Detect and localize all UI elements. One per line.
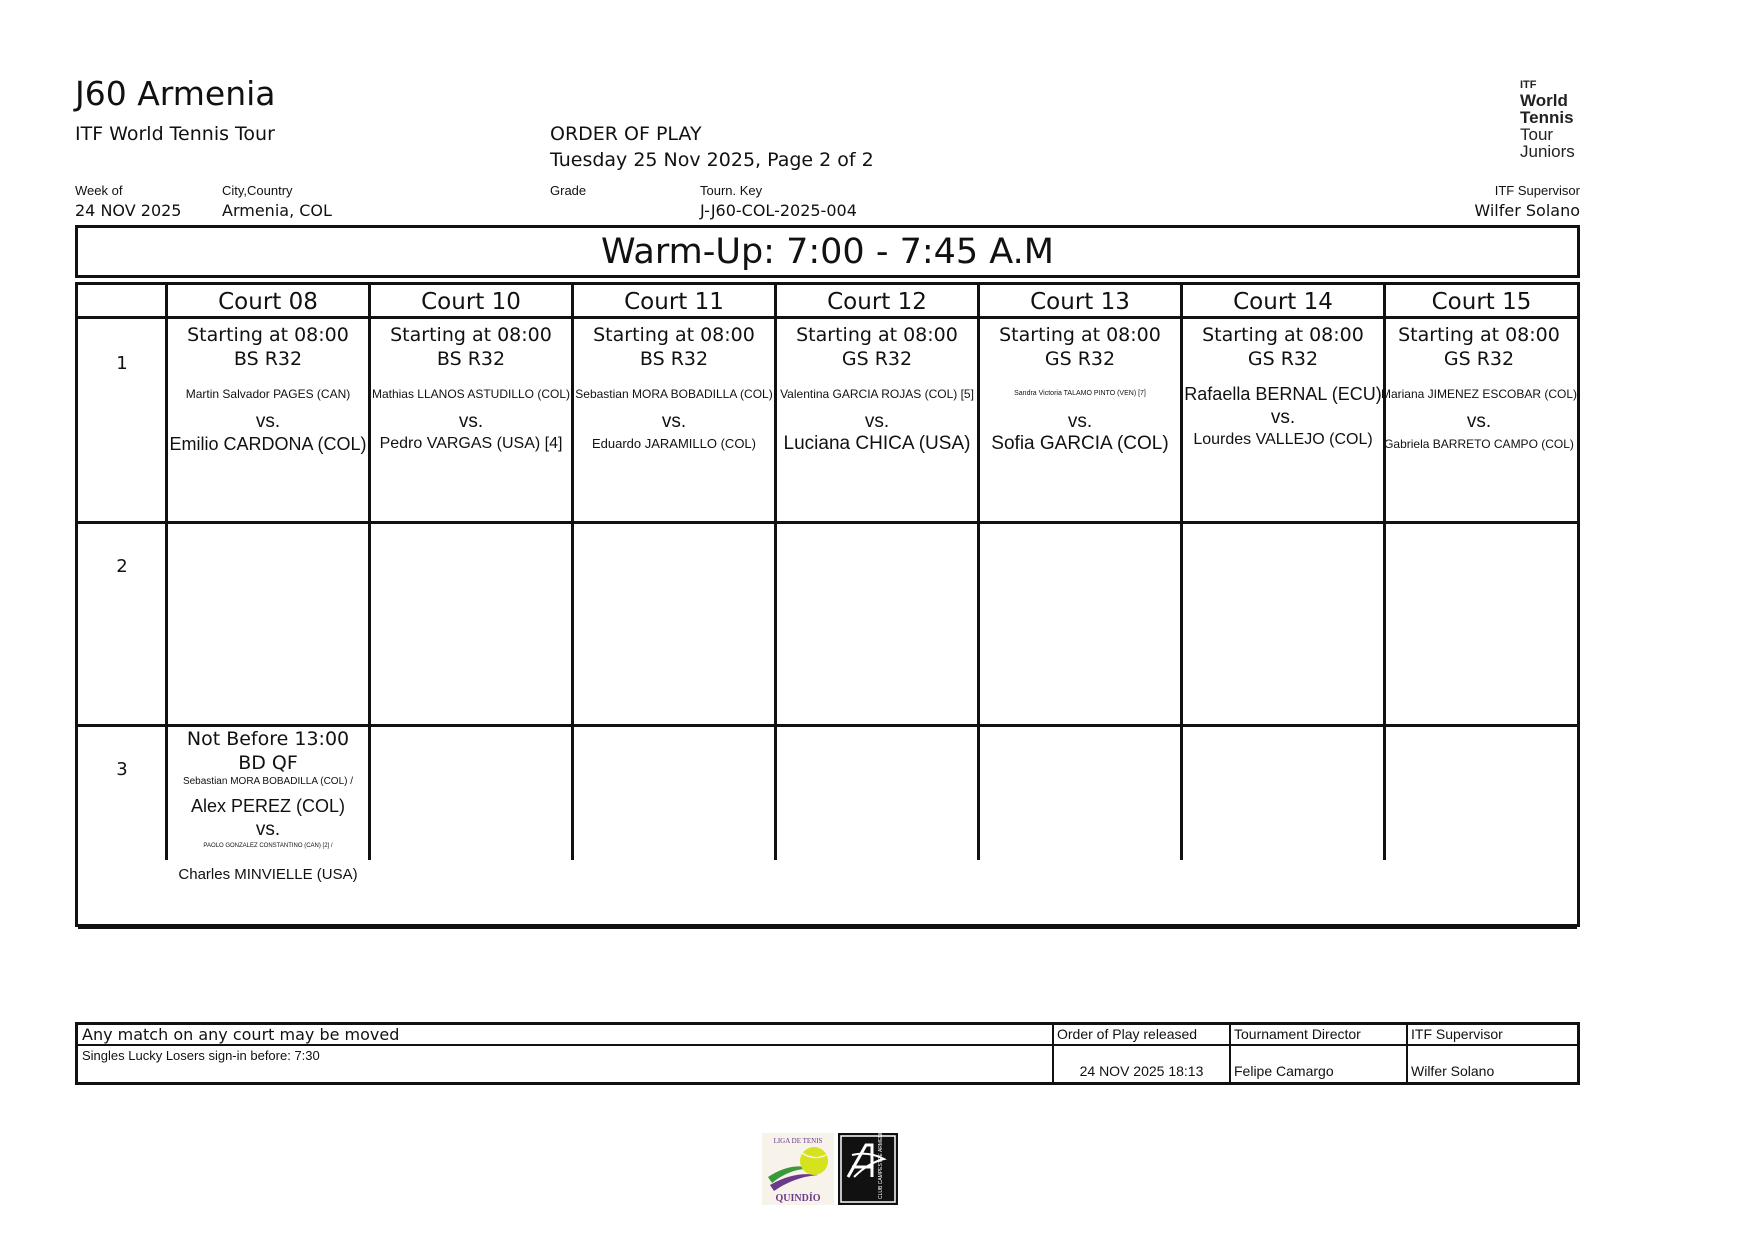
grid-line [78,521,1577,524]
corner-cell [78,285,168,319]
match-player-1: Sandra Victoria TALAMO PINTO (VEN) [7] [1014,390,1146,397]
team-2-player-b: Charles MINVIELLE (USA) [178,866,358,883]
itf-logo-line4: Juniors [1520,142,1575,161]
warmup-banner [75,225,1580,278]
match-player-2: Eduardo JARAMILLO (COL) [591,436,756,451]
released-label: Order of Play released [1057,1026,1198,1042]
footer-box [75,1022,1580,1085]
row-number: 1 [116,353,128,374]
court-header: Court 10 [371,285,574,319]
court-header: Court 15 [1386,285,1577,319]
match-player-2: Sofia GARCIA (COL) [991,433,1169,454]
match-event: BD QF [238,752,298,774]
page-subtitle: ITF World Tennis Tour [75,123,275,145]
match-player-1: Rafaella BERNAL (ECU) [1184,384,1382,404]
team-1-player-b: Alex PEREZ (COL) [190,796,346,816]
match-player-1: Valentina GARCIA ROJAS (COL) [5] [780,387,974,401]
footer-line [78,1044,1577,1046]
page-title: J60 Armenia [75,74,276,113]
match-vs: vs. [864,411,890,432]
match-vs: vs. [661,411,687,432]
match-player-1: Mariana JIMENEZ ESCOBAR (COL) [1380,387,1578,401]
city-label: City,Country [222,183,293,198]
match-event: GS R32 [1443,348,1515,370]
match-start-time: Starting at 08:00 [999,324,1161,346]
supervisor-value: Wilfer Solano [1474,201,1580,220]
match-vs: vs. [458,411,484,432]
club-logo-text: CLUB CAMPESTRE ARMENIA [878,1133,884,1199]
club-campestre-armenia-logo [838,1133,898,1205]
supervisor-label: ITF Supervisor [1494,183,1580,198]
match-player-2: Gabriela BARRETO CAMPO (COL) [1384,437,1574,451]
match-cell [980,323,1180,455]
liga-tenis-quindio-logo [762,1133,834,1205]
match-player-2: Luciana CHICA (USA) [783,433,971,454]
footer-note-lucky-losers: Singles Lucky Losers sign-in before: 7:30 [82,1048,320,1063]
match-event: GS R32 [1247,348,1319,370]
match-start-time: Starting at 08:00 [390,324,552,346]
itf-logo [1520,76,1602,160]
court-header: Court 08 [168,285,371,319]
match-event: BS R32 [233,348,303,370]
itf-logo-line2: Tennis [1520,108,1574,127]
league-logo-bottom-text: QUINDÍO [775,1193,821,1204]
match-event: BS R32 [639,348,709,370]
match-player-2: Emilio CARDONA (COL) [169,434,367,454]
footer-supervisor-label: ITF Supervisor [1411,1026,1503,1042]
match-start-time: Starting at 08:00 [1202,324,1364,346]
match-start-time: Starting at 08:00 [593,324,755,346]
row-number: 2 [116,556,128,577]
director-value: Felipe Camargo [1234,1063,1334,1079]
match-cell [168,323,368,455]
match-player-1: Martin Salvador PAGES (CAN) [185,387,351,401]
itf-logo-line1: World [1520,91,1568,110]
league-logo-top-text: LIGA DE TENIS [773,1137,823,1145]
match-event: BS R32 [436,348,506,370]
match-cell-doubles [168,727,368,885]
grid-line [78,927,1577,929]
match-vs: vs. [255,819,281,840]
court-header: Court 11 [574,285,777,319]
itf-logo-mark: ITF [1520,79,1537,91]
row-number: 3 [116,759,128,780]
match-vs: vs. [1466,411,1492,432]
itf-logo-line3: Tour [1520,125,1554,144]
order-of-play-title: ORDER OF PLAY [550,123,702,145]
match-cell [1183,323,1383,451]
footer-line [1406,1025,1408,1082]
match-start-time: Starting at 08:00 [187,324,349,346]
warmup-text: Warm-Up: 7:00 - 7:45 A.M [601,232,1054,272]
match-player-2: Pedro VARGAS (USA) [4] [379,435,563,452]
team-2-player-a: PAOLO GONZALEZ CONSTANTINO (CAN) [2] / [203,843,333,849]
court-header: Court 14 [1183,285,1386,319]
week-value: 24 NOV 2025 [75,201,182,220]
match-vs: vs. [1270,407,1296,428]
footer-supervisor-value: Wilfer Solano [1411,1063,1495,1079]
court-header: Court 12 [777,285,980,319]
tourn-key-label: Tourn. Key [700,183,763,198]
match-cell [777,323,977,455]
match-cell [371,323,571,455]
match-event: GS R32 [1044,348,1116,370]
grade-label: Grade [550,183,587,198]
match-vs: vs. [255,411,281,432]
match-player-1: Mathias LLANOS ASTUDILLO (COL) [371,387,571,401]
tourn-key-value: J-J60-COL-2025-004 [700,201,857,220]
released-value: 24 NOV 2025 18:13 [1079,1063,1204,1079]
match-vs: vs. [1067,411,1093,432]
match-player-1: Sebastian MORA BOBADILLA (COL) [575,387,773,401]
match-start-time: Starting at 08:00 [1398,324,1560,346]
week-label: Week of [75,183,123,198]
footer-line [1229,1025,1231,1082]
match-start-time: Not Before 13:00 [186,728,350,750]
team-1-player-a: Sebastian MORA BOBADILLA (COL) / [182,776,354,787]
match-cell [1379,323,1579,455]
court-header: Court 13 [980,285,1183,319]
city-value: Armenia, COL [222,201,332,220]
match-start-time: Starting at 08:00 [796,324,958,346]
match-player-2: Lourdes VALLEJO (COL) [1193,431,1373,448]
director-label: Tournament Director [1234,1026,1361,1042]
footer-note-moved: Any match on any court may be moved [82,1025,400,1044]
match-cell [574,323,774,455]
order-of-play-grid [75,282,1580,927]
order-of-play-date: Tuesday 25 Nov 2025, Page 2 of 2 [550,149,874,171]
match-event: GS R32 [841,348,913,370]
